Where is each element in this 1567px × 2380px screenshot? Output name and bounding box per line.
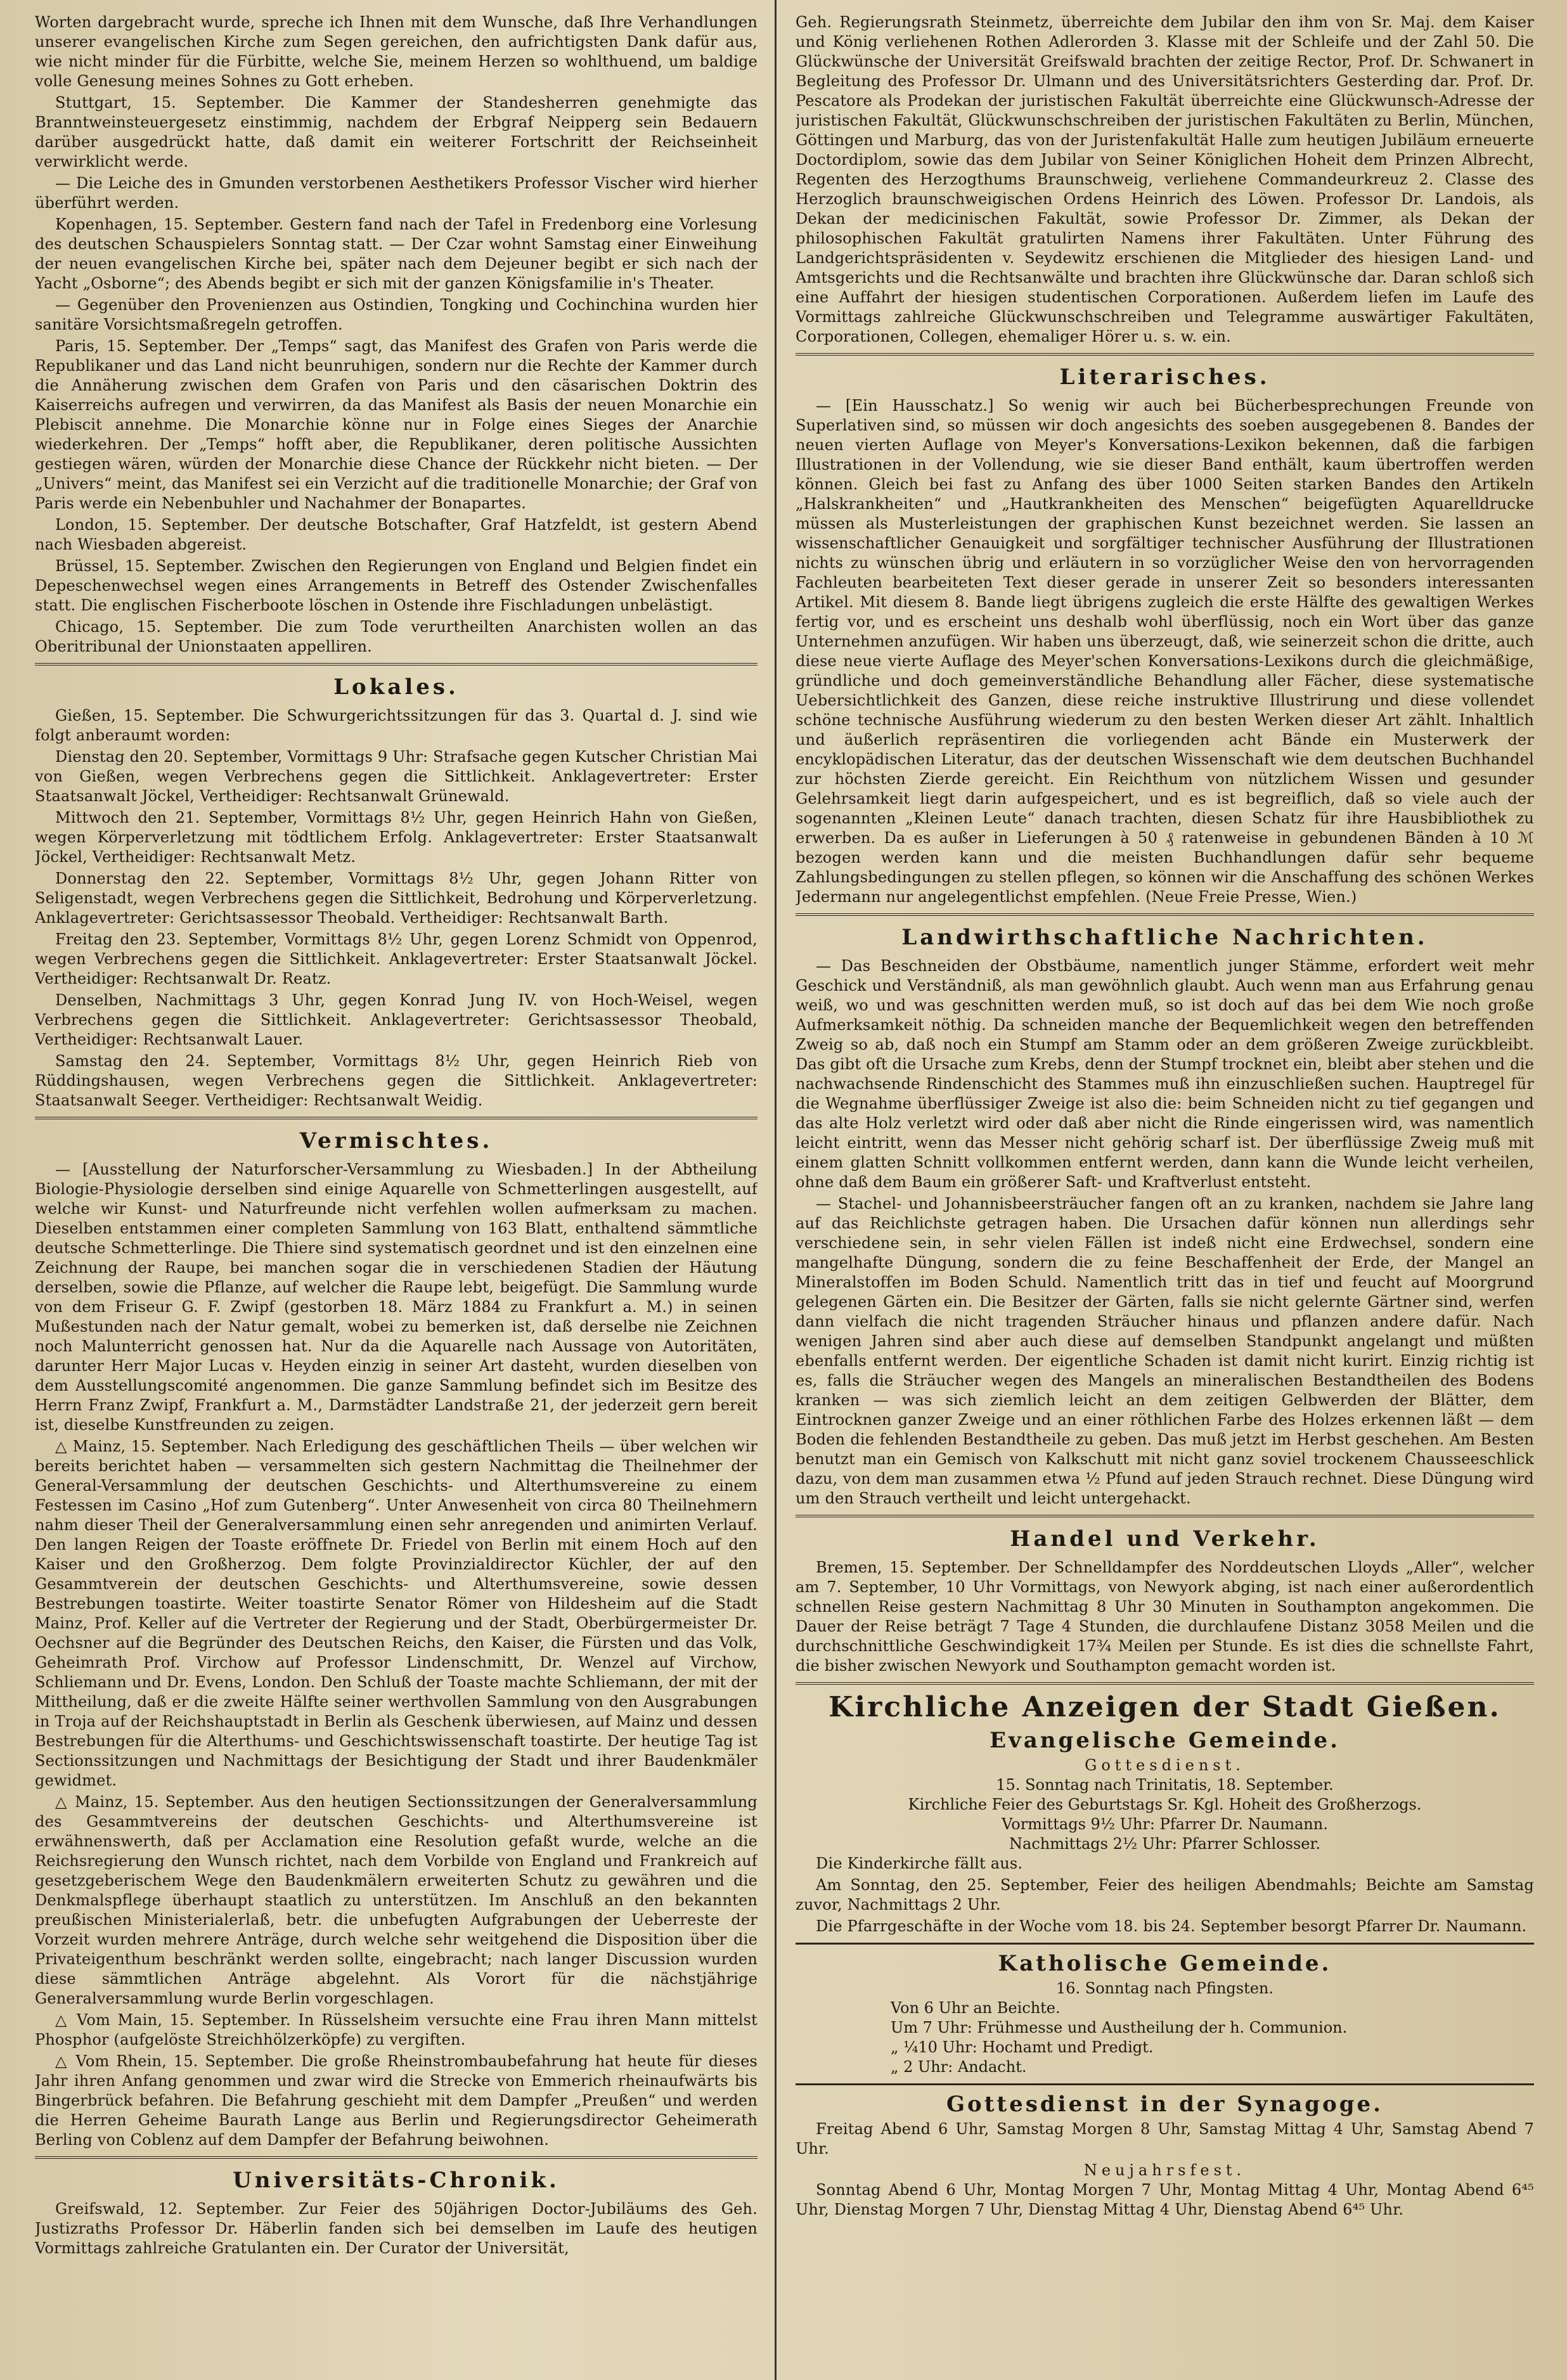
article-paragraph: Brüssel, 15. September. Zwischen den Regierungen von England und Belgien findet ein Depeschenwechsel wegen eines Arrangements in Betreff des Ostender Zwischenfalles statt. Die englischen Fischerboote löschen in Ostende ihre Fischladungen unbelästigt. <box>35 557 758 614</box>
section-rule <box>796 1515 1534 1517</box>
left-column <box>35 13 758 2374</box>
article-paragraph: △ Mainz, 15. September. Nach Erledigung des geschäftlichen Theils — über welchen wir bereits berichtet haben — versammelten sich gestern Nachmittag die Theilnehmer der General-Versammlung der deutschen Geschichts- und Alterthumsvereine zu einem Festessen im Casino „Hof zum Gutenberg“. Unter Anwesenheit von circa 80 Theilnehmern nahm dieser Theil der Generalversammlung einen sehr anregenden und animirten Verlauf. Den langen Reigen der Toaste eröffnete Dr. Friedel von Berlin mit einem Hoch auf den Kaiser und den Großherzog. Dem folgte Provinzialdirector Küchler, der auf den Gesammtverein der deutschen Geschichts- und Alterthumsvereine, sowie dessen Bestrebungen toastirte. Weiter toastirte Senator Römer von Hildesheim auf die Stadt Mainz, Prof. Keller auf die Vertreter der Regierung und der Stadt, Oberbürgermeister Dr. Oechsner auf die Begründer des Deutschen Reichs, den Kaiser, die Fürsten und das Volk, Geheimrath Prof. Virchow auf Professor Lindenschmitt, Dr. Wenzel auf Virchow, Schliemann und Dr. Evens, London. Den Schluß der Toaste machte Schliemann, der mit der Mittheilung, daß er die zweite Hälfte seiner werthvollen Sammlung von den Ausgrabungen in Troja auf der Reichshauptstadt in Berlin als Geschenk überwiesen, auf Mainz und dessen Bestrebungen für die Alterthums- und Geschichtswissenschaft toastirte. Der heutige Tag ist Sectionssitzungen und Nachmittags der Besichtigung der Stadt und ihrer Baudenkmäler gewidmet. <box>35 1438 758 1789</box>
section-landwirthschaft <box>796 956 1534 1508</box>
article-paragraph: — Die Leiche des in Gmunden verstorbenen Aesthetikers Professor Vischer wird hierher überführt werden. <box>35 174 758 212</box>
news-telegrams <box>35 13 758 657</box>
section-heading-landwirthschaft: Landwirthschaftliche Nachrichten. <box>901 925 1428 950</box>
article-paragraph: Worten dargebracht wurde, spreche ich Ihnen mit dem Wunsche, daß Ihre Verhandlungen unserer evangelischen Kirche zum Segen gereichen, den aufrichtigsten Dank dafür aus, wie nicht minder für die Fürbitte, welche Sie, meinem Herzen so wohlthuend, um baldige volle Genesung meines Sohnes zu Gott erheben. <box>35 13 758 90</box>
schedule-line: Um 7 Uhr: Frühmesse und Austheilung der h. Communion. <box>891 2019 1348 2036</box>
section-heading-lokales: Lokales. <box>333 674 459 700</box>
article-paragraph: Mittwoch den 21. September, Vormittags 8½ Uhr, gegen Heinrich Hahn von Gießen, wegen Körperverletzung mit tödtlichem Erfolg. Anklagevertreter: Erster Staatsanwalt Jöckel, Vertheidiger: Rechtsanwalt Metz. <box>35 809 758 866</box>
section-universitaets-chronik-cont <box>796 13 1534 347</box>
section-vermischtes <box>35 1160 758 2150</box>
article-paragraph: △ Vom Main, 15. September. In Rüsselsheim versuchte eine Frau ihren Mann mittelst Phosphor (aufgelöste Streichhölzerköpfe) zu vergiften. <box>35 2011 758 2049</box>
schedule-line: Die Kinderkirche fällt aus. <box>816 1855 1023 1872</box>
evangelical-heading: Evangelische Gemeinde. <box>990 1728 1340 1753</box>
catholic-heading: Katholische Gemeinde. <box>998 1951 1332 1976</box>
article-paragraph: △ Vom Rhein, 15. September. Die große Rheinstrombaubefahrung hat heute für dieses Jahr ihren Anfang genommen und zwar wird die Strecke von Emmerich rheinaufwärts bis Bingerbrück befahren. Die Befahrung geschieht mit dem Dampfer „Preußen“ und werden die Herren Geheime Baurath Lange aus Berlin und Regierungsdirector Geheimerath Berling von Coblenz auf dem Dampfer der Befahrung beiwohnen. <box>35 2052 758 2149</box>
article-paragraph: — [Ausstellung der Naturforscher-Versammlung zu Wiesbaden.] In der Abtheilung Biologie-Physiologie derselben sind einige Aquarelle von Schmetterlingen ausgestellt, auf welche wir Kunst- und Naturfreunde nicht verfehlen wollen aufmerksam zu machen. Dieselben entstammen einer completen Sammlung von 163 Blatt, enthaltend sämmtliche deutsche Schmetterlinge. Die Thiere sind systematisch geordnet und ist den einzelnen eine Zeichnung der Raupe, bei manchen sogar die in verschiedenen Stadien der Häutung derselben, sowie die Pflanze, auf welcher die Raupe lebt, beigefügt. Die Sammlung wurde von dem Friseur G. F. Zwipf (gestorben 18. März 1884 zu Frankfurt a. M.) in seinen Mußestunden nach der Natur gemalt, wobei zu bemerken ist, daß derselbe nie Zeichnen noch Malunterricht genossen hat. Nur da die Aquarelle nach Aussage von Autoritäten, darunter Herr Major Lucas v. Heyden einzig in seiner Art dasteht, wurden dieselben von dem Ausstellungscomité angenommen. Die ganze Sammlung befindet sich im Besitze des Herrn Franz Zwipf, Frankfurt a. M., Darmstädter Landstraße 21, der jederzeit gern bereit ist, dieselbe Kunstfreunden zu zeigen. <box>35 1161 758 1434</box>
evangelical-schedule <box>796 1775 1534 1936</box>
section-rule <box>796 2083 1534 2085</box>
section-rule <box>796 1943 1534 1945</box>
article-paragraph: Kopenhagen, 15. September. Gestern fand nach der Tafel in Fredenborg eine Vorlesung des deutschen Schauspielers Sonntag statt. — Der Czar wohnt Samstag einer Einweihung der neuen evangelischen Kirche bei, später nach dem Dejeuner begibt er sich nach der Yacht „Osborne“; des Abends begibt er sich mit der ganzen Königsfamilie in's Theater. <box>35 215 758 292</box>
article-paragraph: Gießen, 15. September. Die Schwurgerichtssitzungen für das 3. Quartal d. J. sind wie folgt anberaumt worden: <box>35 707 758 744</box>
section-rule <box>35 2156 758 2159</box>
catholic-schedule <box>796 1998 1534 2077</box>
section-rule <box>35 1117 758 1119</box>
article-paragraph: △ Mainz, 15. September. Aus den heutigen Sectionssitzungen der Generalversammlung des Gesammtvereins der deutschen Geschichts- und Alterthumsvereine ist erwähnenswerth, daß per Acclamation eine Resolution gefaßt wurde, welche an die Reichsregierung den Wunsch richtet, nach dem Vorbilde von England und Frankreich auf gesetzgeberischem Wege den Baudenkmälern erweiterten Schutz zu gewähren und die Denkmalspflege überhaupt staatlich zu unterstützen. Im Anschluß an den bekannten preußischen Ministerialerlaß, betr. die unbefugten Aufgrabungen der Ueberreste der Vorzeit wurden mehrere Anträge, durch welche sehr weitgehend die Disposition über die Privateigenthum beschränkt werden sollte, eingebracht; nach langer Discussion wurden diese sämmtlichen Anträge abgelehnt. Als Vorort für die nächstjährige Generalversammlung wurde Berlin vorgeschlagen. <box>35 1793 758 2007</box>
article-paragraph: — [Ein Hausschatz.] So wenig wir auch bei Bücherbesprechungen Freunde von Superlativen sind, so müssen wir doch angesichts des soeben ausgegebenen 8. Bandes der neuen vierten Auflage von Meyer's Konversations-Lexikon bekennen, daß die farbigen Illustrationen in der Vollendung, wie sie dieser Band enthält, kaum übertroffen werden können. Gleich bei fast zu Anfang des über 1000 Seiten starken Bandes den Artikeln „Halskrankheiten“ und „Hautkrankheiten des Menschen“ beigefügten Aquarelldrucke müssen als Musterleistungen der graphischen Kunst bezeichnet werden. Sie lassen an wissenschaftlicher Genauigkeit und sorgfältiger technischer Ausführung der Illustrationen nichts zu wünschen übrig und erläutern in so vorzüglicher Weise den von hervorragenden Fachleuten bearbeiteten Text dieser gerade in unserer Zeit so besonders interessanten Artikel. Mit diesem 8. Bande liegt übrigens zugleich die erste Hälfte des gewaltigen Werkes fertig vor, und es erscheint uns deshalb wohl überflüssig, noch ein Wort über das ganze Unternehmen anzufügen. Wir haben uns überzeugt, daß, wie seinerzeit schon die dritte, auch diese neue vierte Auflage des Meyer'schen Konversations-Lexikons durch die gleichmäßige, gründliche und doch gemeinverständliche Behandlung aller Fächer, diese systematische Uebersichtlichkeit des Ganzen, diese reiche instruktive Illustrirung und diese vollendet schöne technische Ausführung wiederum zu den besten Werken dieser Art zählt. Inhaltlich und äußerlich repräsentiren die vorliegenden acht Bände ein Musterwerk der encyklopädischen Literatur, das der deutschen Wissenschaft wie dem deutschen Buchhandel zur höchsten Zierde gereicht. Ein Reichthum von nützlichem Wissen und gesunder Gelehrsamkeit liegt darin aufgespeichert, und es ist begreiflich, daß so viele auch der sogenannten „Kleinen Leute“ danach trachten, diesen Schatz für ihre Hausbibliothek zu erwerben. Da es außer in Lieferungen à 50 ₰ ratenweise in gebundenen Bänden à 10 ℳ bezogen werden kann und die meisten Buchhandlungen dafür sehr bequeme Zahlungsbedingungen zu stellen pflegen, so können wir die Anschaffung des schönen Werkes Jedermann nur angelegentlichst empfehlen. (Neue Freie Presse, Wien.) <box>796 397 1534 906</box>
schedule-line: 15. Sonntag nach Trinitatis, 18. September. <box>996 1776 1334 1794</box>
schedule-line: Kirchliche Feier des Geburtstags Sr. Kgl. Hoheit des Großherzogs. <box>908 1796 1422 1813</box>
article-paragraph: Stuttgart, 15. September. Die Kammer der Standesherren genehmigte das Branntweinsteuergesetz einstimmig, nachdem der Erbgraf Neipperg sein Bedauern darüber ausgedrückt hatte, daß damit ein weiterer Fortschritt der Reichseinheit verwirklicht werde. <box>35 94 758 170</box>
schedule-line: „ 2 Uhr: Andacht. <box>891 2058 1027 2076</box>
section-handel <box>796 1558 1534 1676</box>
schedule-line: „ ¼10 Uhr: Hochamt und Predigt. <box>891 2038 1154 2056</box>
section-rule <box>796 1682 1534 1685</box>
schedule-line: Am Sonntag, den 25. September, Feier des heiligen Abendmahls; Beichte am Samstag zuvor, Nachmittags 2 Uhr. <box>796 1876 1534 1914</box>
service-subheading: 16. Sonntag nach Pfingsten. <box>1055 1979 1274 1997</box>
article-paragraph: Paris, 15. September. Der „Temps“ sagt, das Manifest des Grafen von Paris werde die Republikaner und das Land nicht beunruhigen, sondern nur die Rechte der Kammer durch die Annäherung zwischen dem Grafen von Paris und den cäsarischen Doktrin des Kaiserreichs aufregen und verwirren, da das Manifest als Basis der neuen Monarchie ein Plebiscit annehme. Die Monarchie könne nur in Folge eines Sieges der Anarchie wiederkehren. Der „Temps“ hofft aber, die Republikaner, deren politische Aussichten gestiegen wären, würden der Monarchie diese Chance der Rückkehr nicht bieten. — Der „Univers“ meint, das Manifest sei ein Verzicht auf die traditionelle Monarchie; der Graf von Paris werde ein Nebenbuhler und Nachahmer der Bonapartes. <box>35 337 758 512</box>
section-rule <box>35 663 758 666</box>
section-rule <box>796 913 1534 916</box>
section-heading-universitaet: Universitäts-Chronik. <box>233 2168 560 2193</box>
schedule-line: Vormittags 9½ Uhr: Pfarrer Dr. Naumann. <box>1002 1815 1328 1833</box>
neujahr-heading: Neujahrsfest. <box>1083 2161 1246 2179</box>
schedule-line: Nachmittags 2½ Uhr: Pfarrer Schlosser. <box>1009 1835 1320 1853</box>
article-paragraph: Freitag den 23. September, Vormittags 8½ Uhr, gegen Lorenz Schmidt von Oppenrod, wegen Verbrechens gegen die Sittlichkeit. Anklagevertreter: Erster Staatsanwalt Jöckel. Vertheidiger: Rechtsanwalt Dr. Reatz. <box>35 930 758 987</box>
synagogue-heading: Gottesdienst in der Synagoge. <box>946 2092 1383 2117</box>
article-paragraph: Samstag den 24. September, Vormittags 8½ Uhr, gegen Heinrich Rieb von Rüddingshausen, wegen Verbrechens gegen die Sittlichkeit. Anklagevertreter: Staatsanwalt Seeger. Vertheidiger: Rechtsanwalt Weidig. <box>35 1052 758 1109</box>
article-paragraph: Geh. Regierungsrath Steinmetz, überreichte dem Jubilar den ihm von Sr. Maj. dem Kaiser und König verliehenen Rothen Adlerorden 3. Klasse mit der Schleife und der Zahl 50. Die Glückwünsche der Universität Greifswald brachten der zeitige Rector, Prof. Dr. Schwanert in Begleitung des Professor Dr. Ulmann und des Universitätsrichters Gesterding dar. Prof. Dr. Pescatore als Prodekan der juristischen Fakultät überreichte eine Glückwunsch-Adresse der juristischen Fakultät, Glückwunschschreiben der juristischen Fakultäten zu Berlin, München, Göttingen und Marburg, das von der Juristenfakultät Halle zum heutigen Jubiläum erneuerte Doctordiplom, sowie das dem Jubilar von Seiner Königlichen Hoheit dem Prinzen Albrecht, Regenten des Herzogthums Braunschweig, verliehene Commandeurkreuz 2. Classe des Herzoglich braunschweigischen Ordens Heinrich des Löwen. Professor Dr. Landois, als Dekan der medicinischen Fakultät, sowie Professor Dr. Zimmer, als Dekan der philosophischen Fakultät gratulirten Namens ihrer Fakultäten. Unter Führung des Landgerichtspräsidenten v. Seydewitz erschienen die Mitglieder des hiesigen Land- und Amtsgerichts und die Rechtsanwälte und brachten ihre Glückwünsche dar. Daran schloß sich eine Auffahrt der hiesigen studentischen Corporationen. Außerdem liefen im Laufe des Vormittags zahlreiche Glückwunschschreiben und Telegramme auswärtiger Fakultäten, Corporationen, Collegen, ehemaliger Hörer u. s. w. ein. <box>796 13 1534 345</box>
synagogue-schedule <box>796 2119 1534 2220</box>
right-column <box>796 13 1534 2374</box>
article-paragraph: Bremen, 15. September. Der Schnelldampfer des Norddeutschen Lloyds „Aller“, welcher am 7. September, 10 Uhr Vormittags, von Newyork abging, ist nach einer außerordentlich schnellen Reise gestern Nachmittag 8 Uhr 30 Minuten in Southampton angekommen. Die Dauer der Reise beträgt 7 Tage 4 Stunden, die durchlaufene Distanz 3058 Meilen und die durchschnittliche Geschwindigkeit 17¾ Meilen per Stunde. Es ist dies die schnellste Fahrt, die bisher zwischen Newyork und Southampton gemacht worden ist. <box>796 1559 1534 1675</box>
column-divider <box>775 0 777 2380</box>
article-paragraph: London, 15. September. Der deutsche Botschafter, Graf Hatzfeldt, ist gestern Abend nach Wiesbaden abgereist. <box>35 516 758 553</box>
section-literarisches <box>796 396 1534 907</box>
article-paragraph: — Das Beschneiden der Obstbäume, namentlich junger Stämme, erfordert weit mehr Geschick und Verständniß, als man gewöhnlich glaubt. Auch wenn man aus Erfahrung genau weiß, wo und was geschnitten werden muß, so ist doch auf das bei dem Wie noch große Aufmerksamkeit nöthig. Da schneiden manche der Bequemlichkeit wegen den betreffenden Zweig so ab, daß noch ein Stumpf am Stamm oder an dem größeren Zweige zurückbleibt. Das gibt oft die Ursache zum Krebs, denn der Stumpf trocknet ein, bleibt aber stehen und die nachwachsende Rindenschicht des Stammes muß ihn einzuschließen suchen. Hauptregel für die Wegnahme überflüssiger Zweige ist also die: beim Schneiden nicht zu tief gegangen und das alte Holz verletzt wird oder daß aber nicht die Rinde eingerissen wird, was namentlich leicht eintritt, wenn das Messer nicht gehörig scharf ist. Der überflüssige Zweig muß mit einem glatten Schnitt vollkommen entfernt werden, dann kann die Wunde leicht verheilen, ohne daß dem Baum ein größerer Saft- und Kraftverlust entsteht. <box>796 957 1534 1191</box>
section-rule <box>796 353 1534 356</box>
section-universitaets-chronik <box>35 2199 758 2258</box>
schedule-line: Sonntag Abend 6 Uhr, Montag Morgen 7 Uhr, Montag Mittag 4 Uhr, Montag Abend 6⁴⁵ Uhr, Dienstag Morgen 7 Uhr, Dienstag Mittag 4 Uhr, Dienstag Abend 6⁴⁵ Uhr. <box>796 2181 1534 2218</box>
schedule-line: Die Pfarrgeschäfte in der Woche vom 18. bis 24. September besorgt Pfarrer Dr. Naumann. <box>816 1917 1527 1935</box>
section-heading-vermischtes: Vermischtes. <box>299 1128 493 1154</box>
section-heading-literarisches: Literarisches. <box>1059 364 1270 390</box>
article-paragraph: Denselben, Nachmittags 3 Uhr, gegen Konrad Jung IV. von Hoch-Weisel, wegen Verbrechens gegen die Sittlichkeit. Anklagevertreter: Gerichtsassessor Theobald, Vertheidiger: Rechtsanwalt Lauer. <box>35 991 758 1048</box>
schedule-line: Von 6 Uhr an Beichte. <box>891 1999 1061 2017</box>
article-paragraph: — Gegenüber den Provenienzen aus Ostindien, Tongking und Cochinchina wurden hier sanitäre Vorsichtsmaßregeln getroffen. <box>35 296 758 333</box>
church-notices-heading: Kirchliche Anzeigen der Stadt Gießen. <box>829 1691 1501 1723</box>
article-paragraph: Donnerstag den 22. September, Vormittags 8½ Uhr, gegen Johann Ritter von Seligenstadt, wegen Verbrechens gegen die Sittlichkeit, Bedrohung und Körperverletzung. Anklagevertreter: Gerichtsassessor Theobald. Vertheidiger: Rechtsanwalt Barth. <box>35 870 758 927</box>
section-lokales <box>35 706 758 1110</box>
article-paragraph: Chicago, 15. September. Die zum Tode verurtheilten Anarchisten wollen an das Oberitribunal der Unionstaaten appelliren. <box>35 618 758 655</box>
section-heading-handel: Handel und Verkehr. <box>1010 1526 1320 1552</box>
service-subheading: Gottesdienst. <box>1085 1756 1245 1774</box>
article-paragraph: — Stachel- und Johannisbeersträucher fangen oft an zu kranken, nachdem sie Jahre lang auf das Reichlichste getragen haben. Die Ursachen dafür können nun allerdings sehr verschiedene sein, in sehr vielen Fällen ist indeß nicht eine Erdwechsel, sondern eine mangelhafte Düngung, sondern die zu feine Beschaffenheit der Erde, der Mangel an Mineralstoffen im Boden Schuld. Namentlich tritt das in tief und feucht auf Moorgrund gelegenen Gärten ein. Die Besitzer der Gärten, falls sie nicht gelernte Gärtner sind, werfen dann vielfach die nicht tragenden Sträucher hinaus und pflanzen andere dafür. Nach wenigen Jahren sind aber auch diese auf demselben Standpunkt angelangt und müßten ebenfalls entfernt werden. Der eigentliche Schaden ist damit nicht kurirt. Einzig richtig ist es, falls die Sträucher wegen des Mangels an mineralischen Bestandtheilen des Bodens kranken — was sich ziemlich leicht an dem zeitigen Gelbwerden der Blätter, dem Eintrocknen ganzer Zweige und an einer röthlichen Farbe des Holzes erkennen läßt — dem Boden die fehlenden Bestandtheile zu geben. Das muß jetzt im Herbst geschehen. Am Besten benutzt man ein Gemisch von Kalkschutt mit nicht ganz soviel trockenem Chausseeschlick dazu, von dem man zusammen etwa ½ Pfund auf jeden Strauch rechnet. Diese Düngung wird um den Strauch vertheilt und leicht untergehackt. <box>796 1195 1534 1507</box>
schedule-line: Freitag Abend 6 Uhr, Samstag Morgen 8 Uhr, Samstag Mittag 4 Uhr, Samstag Abend 7 Uhr. <box>796 2120 1534 2158</box>
article-paragraph: Dienstag den 20. September, Vormittags 9 Uhr: Strafsache gegen Kutscher Christian Mai von Gießen, wegen Verbrechens gegen die Sittlichkeit. Anklagevertreter: Erster Staatsanwalt Jöckel, Vertheidiger: Rechtsanwalt Grünewald. <box>35 748 758 805</box>
article-paragraph: Greifswald, 12. September. Zur Feier des 50jährigen Doctor-Jubiläums des Geh. Justizraths Professor Dr. Häberlin fanden sich bei demselben im Laufe des heutigen Vormittags zahlreiche Gratulanten ein. Der Curator der Universität, <box>35 2200 758 2257</box>
